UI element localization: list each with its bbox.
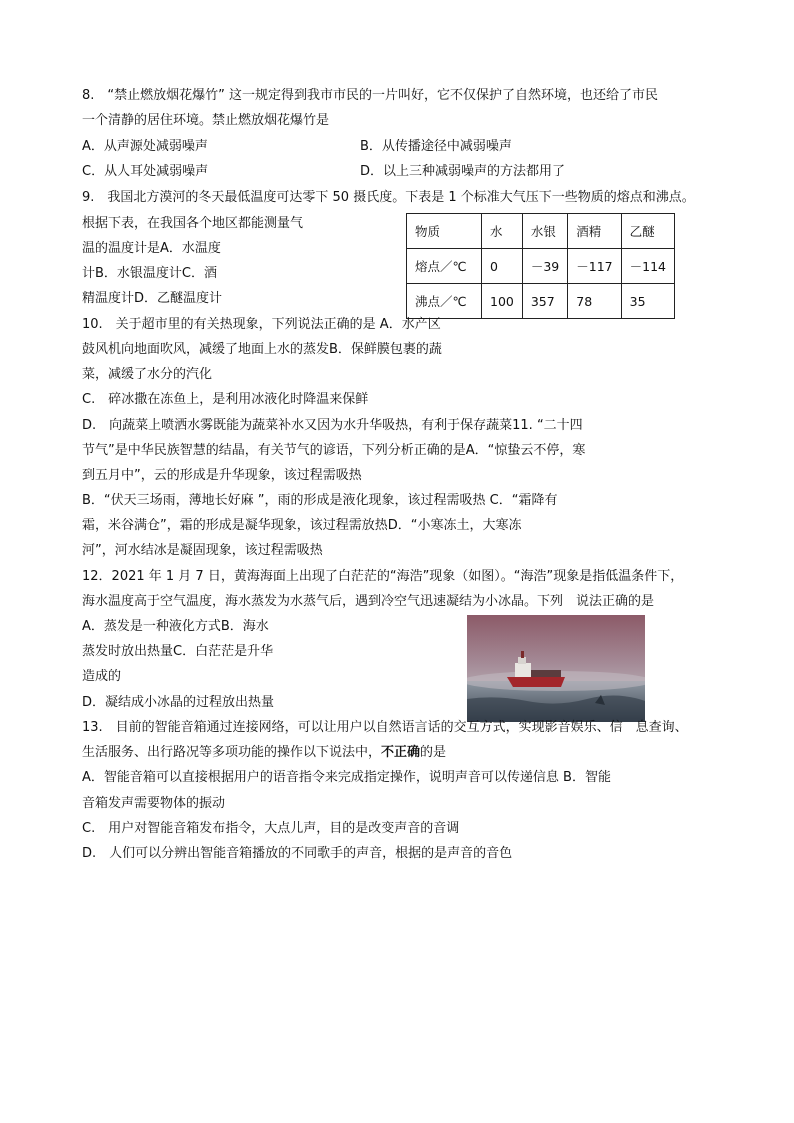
q9-stem-line-3: 温的温度计是A．水温度 (82, 241, 221, 256)
q13-stem-line-1: 13. 目前的智能音箱通过连接网络，可以让用户以自然语言话的交互方式，实现影音娱乐、信 息查询、 (82, 720, 688, 735)
table-cell: 78 (568, 284, 621, 319)
q9-stem-line-5: 精温度计D．乙醚温度计 (82, 291, 223, 306)
table-cell: 水 (482, 214, 523, 249)
q8-option-d: D．以上三种减弱噪声的方法都用了 (360, 164, 566, 179)
table-header-row (407, 214, 675, 249)
q12-stem-line-2: 海水温度高于空气温度，海水蒸发为水蒸气后，遇到冷空气迅速凝结为小冰晶。下列 说法正确的是 (82, 594, 655, 609)
q11-stem-line-3: B．“伏天三场雨，薄地长好麻 ”，雨的形成是液化现象，该过程需吸热 C．“霜降有 (82, 493, 558, 508)
table-cell: 35 (621, 284, 674, 319)
q11-stem-line-1: 节气”是中华民族智慧的结晶，有关节气的谚语，下列分析正确的是A．“惊蛰云不停，寒 (82, 443, 586, 458)
q12-stem-line-1: 12．2021 年 1 月 7 日，黄海海面上出现了白茫茫的“海浩”现象（如图）。“海浩”现象是指低温条件下， (82, 569, 684, 584)
table-cell: 0 (482, 249, 523, 284)
q13-option-b: 音箱发声需要物体的振动 (82, 796, 226, 811)
q9-stem-line-4: 计B．水银温度计C．酒 (82, 266, 217, 281)
q13-emphasis: 不正确 (381, 745, 421, 760)
table-cell: 沸点／℃ (407, 284, 482, 319)
q10-stem-line-3: 菜，减缓了水分的汽化 (82, 367, 213, 382)
table-cell: －117 (568, 249, 621, 284)
q11-stem-line-2: 到五月中”，云的形成是升华现象，该过程需吸热 (82, 468, 362, 483)
q8-stem-line-2: 一个清静的居住环境。禁止燃放烟花爆竹是 (82, 113, 330, 128)
q13-stem-text-end: 的是 (420, 745, 447, 760)
q12-option-a-b: A．蒸发是一种液化方式B．海水 (82, 619, 269, 634)
q11-stem-line-4: 霜，米谷满仓”，霜的形成是凝华现象，该过程需放热D．“小寒冻土，大寒冻 (82, 518, 522, 533)
q8-stem-line-1: 8. “禁止燃放烟花爆竹” 这一规定得到我市市民的一片叫好，它不仅保护了自然环境，也还给了市民 (82, 88, 659, 103)
q12-option-d: D．凝结成小冰晶的过程放出热量 (82, 695, 275, 710)
q10-option-c: C. 碎冰撒在冻鱼上，是利用冰液化时降温来保鲜 (82, 392, 369, 407)
table-cell: 水银 (522, 214, 567, 249)
table-row (407, 284, 675, 319)
q10-option-d: D. 向蔬菜上喷洒水雾既能为蔬菜补水又因为水升华吸热，有利于保存蔬菜11. “二十四 (82, 418, 583, 433)
q12-option-c-end: 造成的 (82, 669, 122, 684)
q8-option-c: C．从人耳处减弱噪声 (82, 164, 209, 179)
q10-stem-line-1: 10. 关于超市里的有关热现象，下列说法正确的是 A．水产区 (82, 317, 441, 332)
table-cell: 乙醚 (621, 214, 674, 249)
table-row (407, 249, 675, 284)
table-cell: －114 (621, 249, 674, 284)
q13-option-c: C. 用户对智能音箱发布指令，大点儿声，目的是改变声音的音调 (82, 821, 460, 836)
table-cell: 100 (482, 284, 523, 319)
q13-stem-text: 生活服务、出行路况等多项功能的操作以下说法中， (82, 745, 382, 760)
table-cell: 酒精 (568, 214, 621, 249)
table-cell: 物质 (407, 214, 482, 249)
table-cell: 357 (522, 284, 567, 319)
table-cell: 熔点／℃ (407, 249, 482, 284)
q11-stem-line-5: 河”，河水结冰是凝固现象，该过程需吸热 (82, 543, 323, 558)
q12-option-b-c: 蒸发时放出热量C．白茫茫是升华 (82, 644, 274, 659)
melting-boiling-point-table (406, 213, 675, 319)
q13-option-a: A．智能音箱可以直接根据用户的语音指令来完成指定操作，说明声音可以传递信息 B．智能 (82, 770, 611, 785)
q9-stem-line-1: 9. 我国北方漠河的冬天最低温度可达零下 50 摄氏度。下表是 1 个标准大气压下一些物质的熔点和沸点。 (82, 190, 695, 205)
q8-option-b: B．从传播途径中减弱噪声 (360, 139, 512, 154)
q13-stem-line-2 (82, 745, 446, 761)
sea-smoke-ship-photo (467, 615, 645, 722)
q10-stem-line-2: 鼓风机向地面吹风，减缓了地面上水的蒸发B．保鲜膜包裹的蔬 (82, 342, 442, 357)
table-cell: －39 (522, 249, 567, 284)
q13-option-d: D. 人们可以分辨出智能音箱播放的不同歌手的声音，根据的是声音的音色 (82, 846, 513, 861)
q8-option-a: A．从声源处减弱噪声 (82, 139, 208, 154)
q9-stem-line-2: 根据下表，在我国各个地区都能测量气 (82, 216, 304, 231)
